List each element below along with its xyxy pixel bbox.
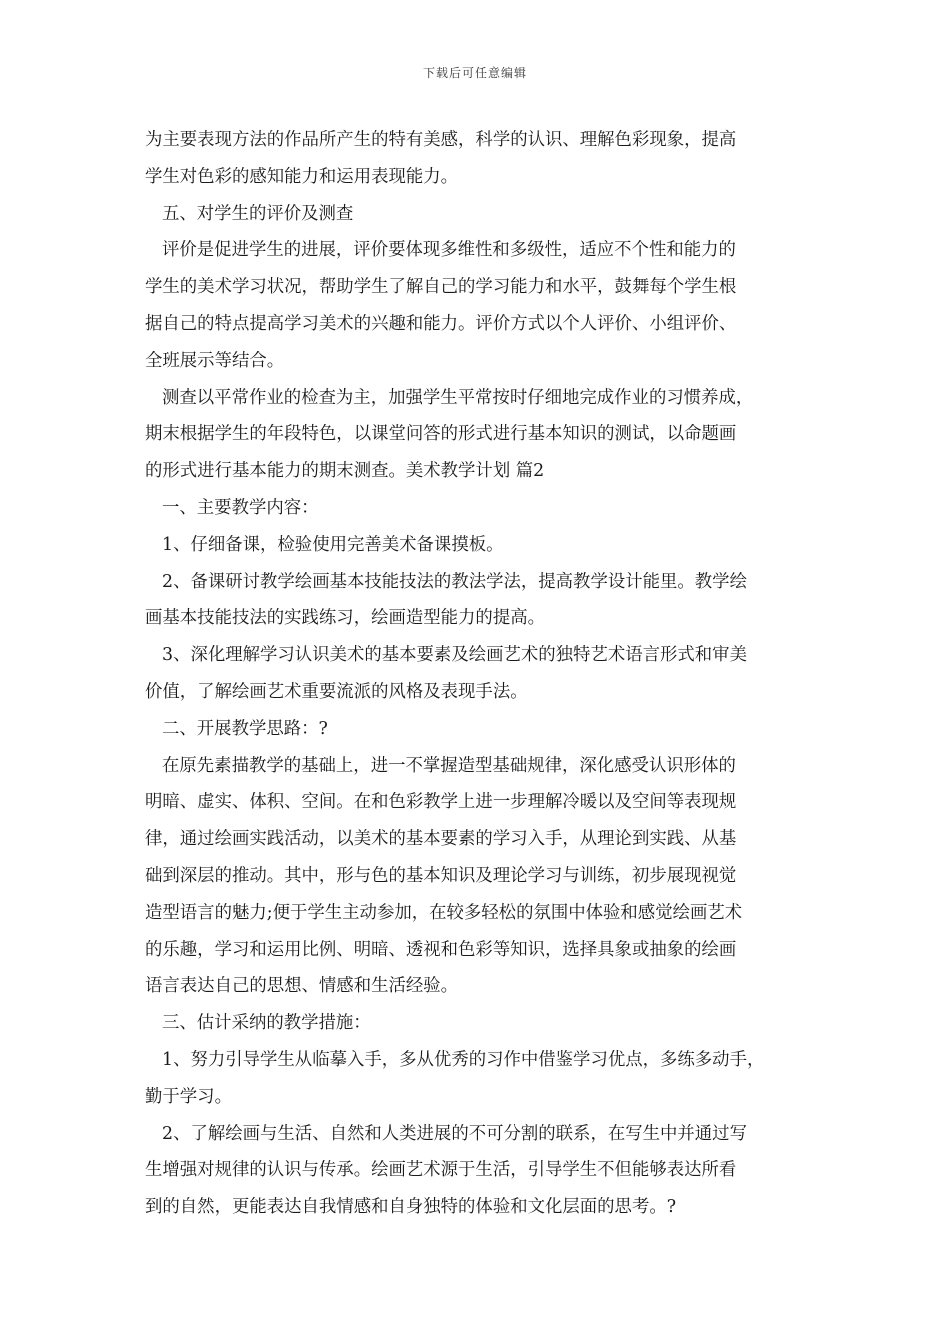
- text-line: 的形式进行基本能力的期末测查。美术教学计划 篇2: [145, 461, 545, 482]
- text-line: 勤于学习。: [145, 1086, 232, 1107]
- document-body: [145, 122, 807, 1226]
- text-line: 据自己的特点提高学习美术的兴趣和能力。评价方式以个人评价、小组评价、: [145, 313, 737, 334]
- text-line: 测查以平常作业的检查为主，加强学生平常按时仔细地完成作业的习惯养成，: [162, 387, 754, 408]
- text-line: 在原先素描教学的基础上，进一不掌握造型基础规律，深化感受认识形体的: [162, 755, 736, 776]
- text-line: 造型语言的魅力;便于学生主动参加，在较多轻松的氛围中体验和感觉绘画艺术: [145, 902, 743, 923]
- text-line: 五、对学生的评价及测查: [162, 203, 354, 224]
- text-line: 1、仔细备课，检验使用完善美术备课摸板。: [162, 534, 504, 555]
- text-line: 画基本技能技法的实践练习，绘画造型能力的提高。: [145, 608, 545, 629]
- text-line: 一、主要教学内容：: [162, 497, 319, 518]
- page-header: 下载后可任意编辑: [422, 66, 527, 80]
- text-line: 2、了解绘画与生活、自然和人类进展的不可分割的联系，在写生中并通过写: [162, 1123, 747, 1144]
- text-line: 律，通过绘画实践活动，以美术的基本要素的学习入手，从理论到实践、从基: [145, 829, 737, 850]
- text-line: 学生的美术学习状况，帮助学生了解自己的学习能力和水平，鼓舞每个学生根: [145, 277, 737, 298]
- text-line: 期末根据学生的年段特色，以课堂问答的形式进行基本知识的测试，以命题画: [145, 424, 737, 445]
- text-line: 2、备课研讨教学绘画基本技能技法的教法学法，提高教学设计能里。教学绘: [162, 571, 747, 592]
- text-line: 全班展示等结合。: [145, 350, 285, 371]
- text-line: 3、深化理解学习认识美术的基本要素及绘画艺术的独特艺术语言形式和审美: [162, 645, 747, 666]
- text-line: 1、努力引导学生从临摹入手，多从优秀的习作中借鉴学习优点，多练多动手，: [162, 1049, 765, 1070]
- text-line: 明暗、虚实、体积、空间。在和色彩教学上进一步理解冷暖以及空间等表现规: [145, 792, 737, 813]
- text-line: 到的自然，更能表达自我情感和自身独特的体验和文化层面的思考。?: [145, 1197, 677, 1218]
- text-line: 评价是促进学生的进展，评价要体现多维性和多级性，适应不个性和能力的: [162, 240, 736, 261]
- text-line: 的乐趣，学习和运用比例、明暗、透视和色彩等知识，选择具象或抽象的绘画: [145, 939, 737, 960]
- text-line: 学生对色彩的感知能力和运用表现能力。: [145, 166, 459, 187]
- text-line: 础到深层的推动。其中，形与色的基本知识及理论学习与训练，初步展现视觉: [145, 865, 737, 886]
- text-line: 为主要表现方法的作品所产生的特有美感，科学的认识、理解色彩现象，提高: [145, 130, 737, 150]
- text-line: 三、估计采纳的教学措施：: [162, 1013, 371, 1034]
- text-line: 价值，了解绘画艺术重要流派的风格及表现手法。: [145, 681, 528, 702]
- text-line: 生增强对规律的认识与传承。绘画艺术源于生活，引导学生不但能够表达所看: [145, 1160, 737, 1181]
- text-line: 语言表达自己的思想、情感和生活经验。: [145, 976, 459, 997]
- text-line: 二、开展教学思路：?: [162, 718, 328, 739]
